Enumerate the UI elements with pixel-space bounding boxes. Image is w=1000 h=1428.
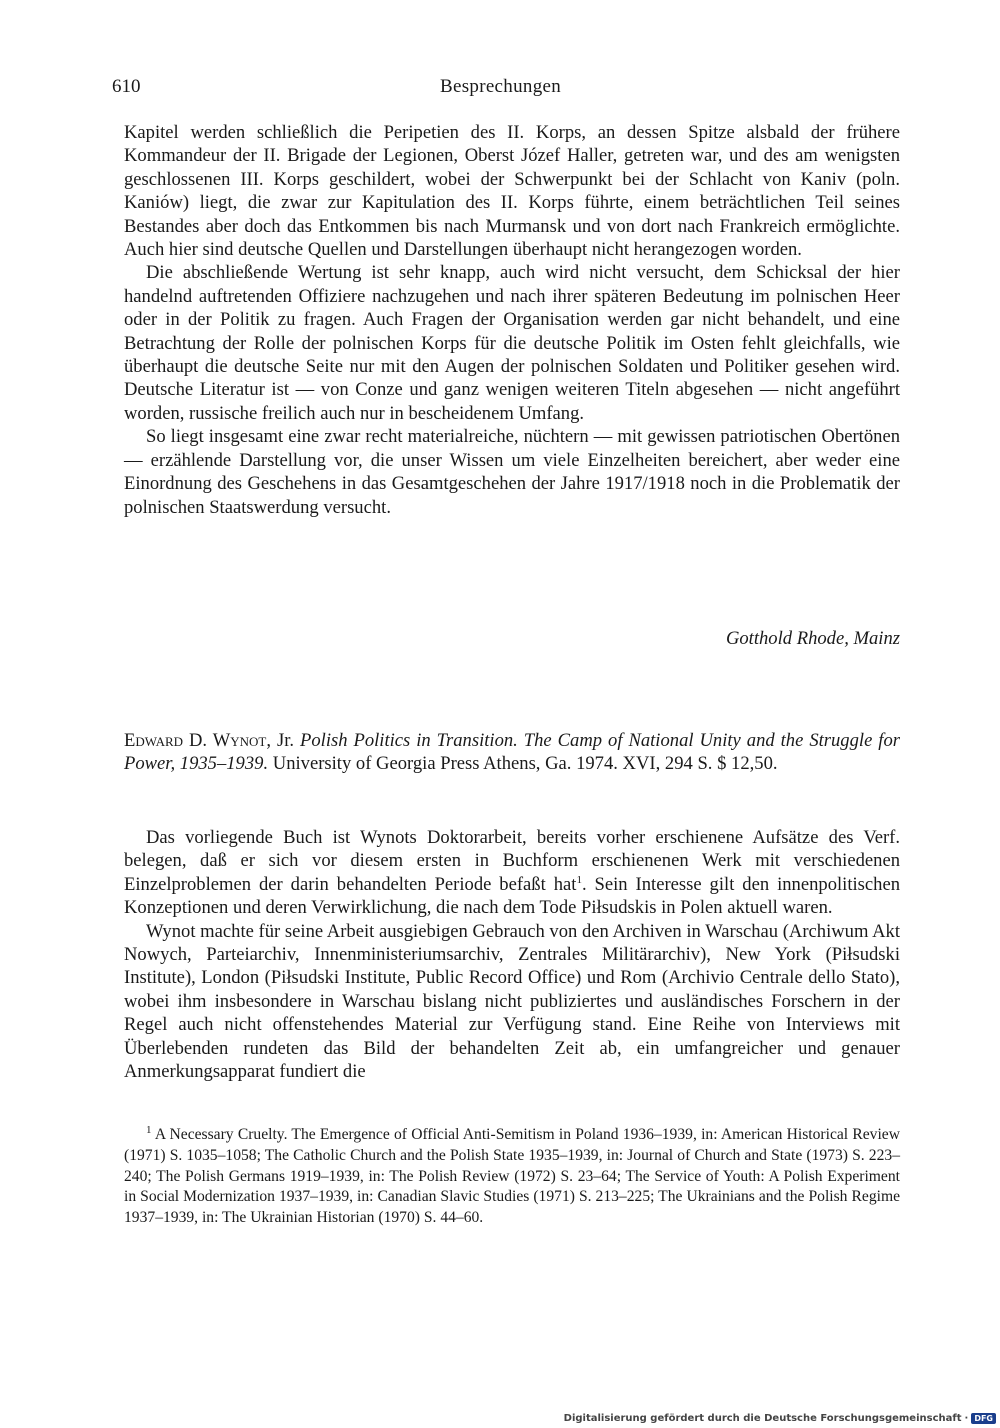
footnote-marker: 1 <box>146 1123 152 1136</box>
footnote-text: A Necessary Cruelty. The Emergence of Official Anti-Semitism in Poland 1936–1939, in: American Historical Review (1971) S. 1035–1058; The Catholic Church and the Polish State 1935–1939, in: Journal of Church and State (1973) S. 223–240; The Polish Germans 1919–1939, in: The Polish Review (1972) S. 23–64; The Service of Youth: A Polish Experiment in Social Modernization 1937–1939, in: Canadian Slavic Studies (1971) S. 213–225; The Ukrainians and the Polish Regime 1937–1939, in: The Ukrainian Historian (1970) S. 44–60. <box>124 1126 900 1227</box>
reviewer-signature: Gotthold Rhode, Mainz <box>725 628 900 649</box>
digitization-note: Digitalisierung gefördert durch die Deutsche Forschungsgemeinschaft <box>563 1413 962 1424</box>
body-paragraph: Wynot machte für seine Arbeit ausgiebigen Gebrauch von den Archiven in Warschau (Archiwum Akt Nowych, Parteiarchiv, Innenministeriumsarchiv, Zentrales Militärarchiv), New York (Piłsudski Institute), London (Piłsudski Institute, Public Record Office) und Rom (Archivio Centrale dello Stato), wobei ihm insbesondere in Warschau bislang nicht publiziertes und ausländisches Forschern in der Regel auch nicht offenstehendes Material zur Verfügung stand. Eine Reihe von Interviews mit Überlebenden rundeten das Bild der behandelten Zeit ab, ein umfangreicher und genauer Anmerkungsapparat fundiert die <box>124 920 900 1083</box>
body-paragraph <box>124 826 900 920</box>
footnote <box>124 1125 900 1229</box>
running-head: Besprechungen <box>440 76 562 97</box>
footnote-reference: 1 <box>576 873 582 886</box>
paragraph-text: . Sein Interesse gilt den innenpolitischen Konzeptionen und deren Verwirklichung, die nach dem Tode Piłsudskis in Polen aktuell waren. <box>124 873 900 919</box>
paragraph-text: Das vorliegende Buch ist Wynots Doktorarbeit, bereits vorher erschienene Aufsätze des Verf. belegen, daß er sich vor diesem ersten in Buchform erschienenen Werk mit verschiedenen Einzelproblemen der darin behandelten Periode befaßt hat <box>124 827 900 895</box>
bibliographic-entry <box>124 729 900 776</box>
page-number: 610 <box>112 76 141 97</box>
review-continuation <box>124 121 900 519</box>
digitization-footer <box>564 1413 996 1424</box>
footnotes <box>124 1125 900 1229</box>
body-paragraph: Kapitel werden schließlich die Peripetien des II. Korps, an dessen Spitze alsbald der frühere Kommandeur der II. Brigade der Legionen, Oberst Józef Haller, getreten war, und des am wenigsten geschlossenen III. Korps geschildert, wobei der Schwerpunkt bei der Schlacht von Kaniv (poln. Kaniów) liegt, die zwar zur Kapitulation des II. Korps führte, einem beträchtlichen Teil seines Bestandes aber doch das Entkommen bis nach Murmansk und von dort nach Frankreich ermöglichte. Auch hier sind deutsche Quellen und Darstellungen überhaupt nicht herangezogen worden. <box>124 122 900 261</box>
new-review-body <box>124 826 900 1083</box>
author-suffix: , Jr. <box>266 730 295 751</box>
separator: · <box>964 1413 969 1424</box>
book-author: Edward D. Wynot <box>124 730 267 751</box>
dfg-logo-icon: DFG <box>971 1413 996 1424</box>
publication-details: University of Georgia Press Athens, Ga. 1974. XVI, 294 S. $ 12,50. <box>272 753 778 775</box>
book-title: Polish Politics in Transition. The Camp of National Unity and the Struggle for Power, 1935–1939. <box>124 730 900 775</box>
body-paragraph: Die abschließende Wertung ist sehr knapp, auch wird nicht versucht, dem Schicksal der hier handelnd auftretenden Offiziere nachzugehen und nach ihrer späteren Bedeutung im polnischen Heer oder in der Politik zu fragen. Auch Fragen der Organisation werden gar nicht behandelt, und eine Betrachtung der Rolle der polnischen Korps für die deutsche Politik im Osten fehlt gleichfalls, wie überhaupt die deutsche Seite nur mit den Augen der polnischen Soldaten und Politiker gesehen wird. Deutsche Literatur ist — von Conze und ganz wenigen weiteren Titeln abgesehen — nicht angeführt worden, russische freilich auch nur in bescheidenem Umfang. <box>124 262 900 424</box>
body-paragraph: So liegt insgesamt eine zwar recht materialreiche, nüchtern — mit gewissen patriotischen Obertönen — erzählende Darstellung vor, die unser Wissen um viele Einzelheiten bereichert, aber weder eine Einordnung des Geschehens in das Gesamtgeschehen der Jahre 1917/1918 noch in die Problematik der polnischen Staatswerdung versucht. <box>124 426 900 518</box>
